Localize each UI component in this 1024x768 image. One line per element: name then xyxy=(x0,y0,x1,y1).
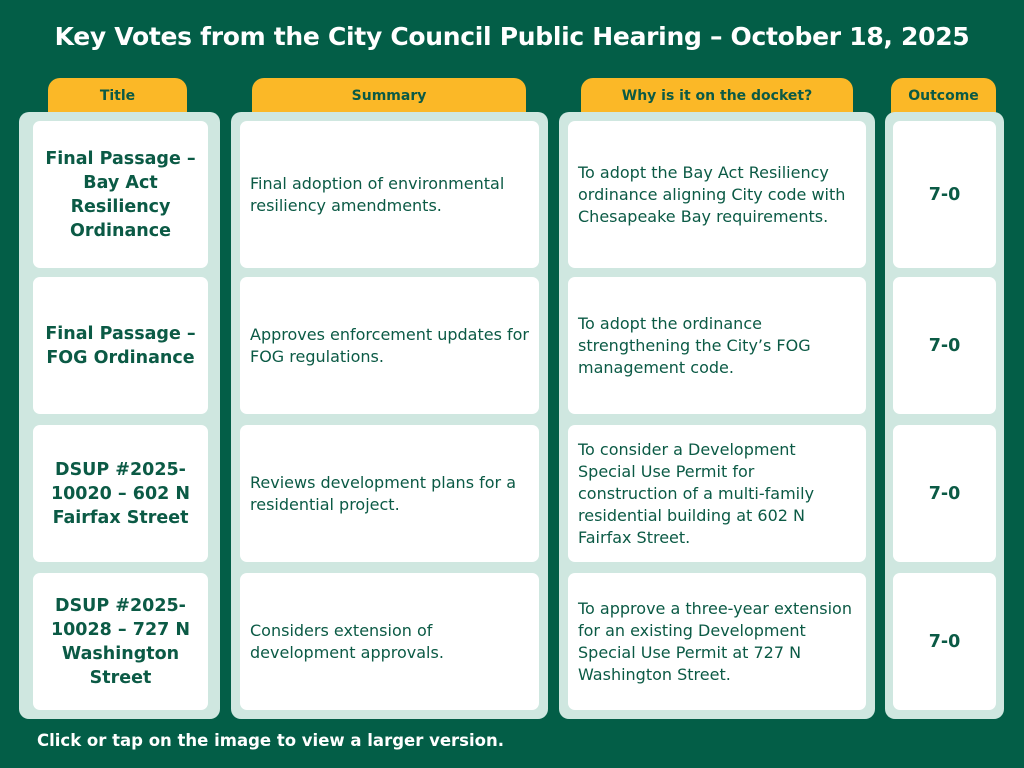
row-summary-cell: Final adoption of environmental resiliency amendments. xyxy=(240,121,539,268)
row-outcome-cell: 7-0 xyxy=(893,425,996,562)
row-title-cell: Final Passage – Bay Act Resiliency Ordinance xyxy=(33,121,208,268)
page-title: Key Votes from the City Council Public Hearing – October 18, 2025 xyxy=(54,22,970,51)
row-why-cell: To adopt the Bay Act Resiliency ordinance aligning City code with Chesapeake Bay requirements. xyxy=(568,121,866,268)
row-outcome-cell: 7-0 xyxy=(893,121,996,268)
row-summary-cell: Reviews development plans for a residential project. xyxy=(240,425,539,562)
row-why-cell: To adopt the ordinance strengthening the City’s FOG management code. xyxy=(568,277,866,414)
column-header-summary: Summary xyxy=(252,78,526,116)
row-outcome-cell: 7-0 xyxy=(893,573,996,710)
row-title-cell: Final Passage – FOG Ordinance xyxy=(33,277,208,414)
row-summary-cell: Considers extension of development approvals. xyxy=(240,573,539,710)
row-why-cell: To consider a Development Special Use Permit for construction of a multi-family residential building at 602 N Fairfax Street. xyxy=(568,425,866,562)
row-title-cell: DSUP #2025-10028 – 727 N Washington Street xyxy=(33,573,208,710)
column-header-title: Title xyxy=(48,78,187,116)
column-header-outcome: Outcome xyxy=(891,78,996,116)
footer-hint[interactable]: Click or tap on the image to view a larger version. xyxy=(37,731,504,750)
column-header-why: Why is it on the docket? xyxy=(581,78,853,116)
row-why-cell: To approve a three-year extension for an existing Development Special Use Permit at 727 N Washington Street. xyxy=(568,573,866,710)
row-title-cell: DSUP #2025-10020 – 602 N Fairfax Street xyxy=(33,425,208,562)
row-summary-cell: Approves enforcement updates for FOG regulations. xyxy=(240,277,539,414)
row-outcome-cell: 7-0 xyxy=(893,277,996,414)
